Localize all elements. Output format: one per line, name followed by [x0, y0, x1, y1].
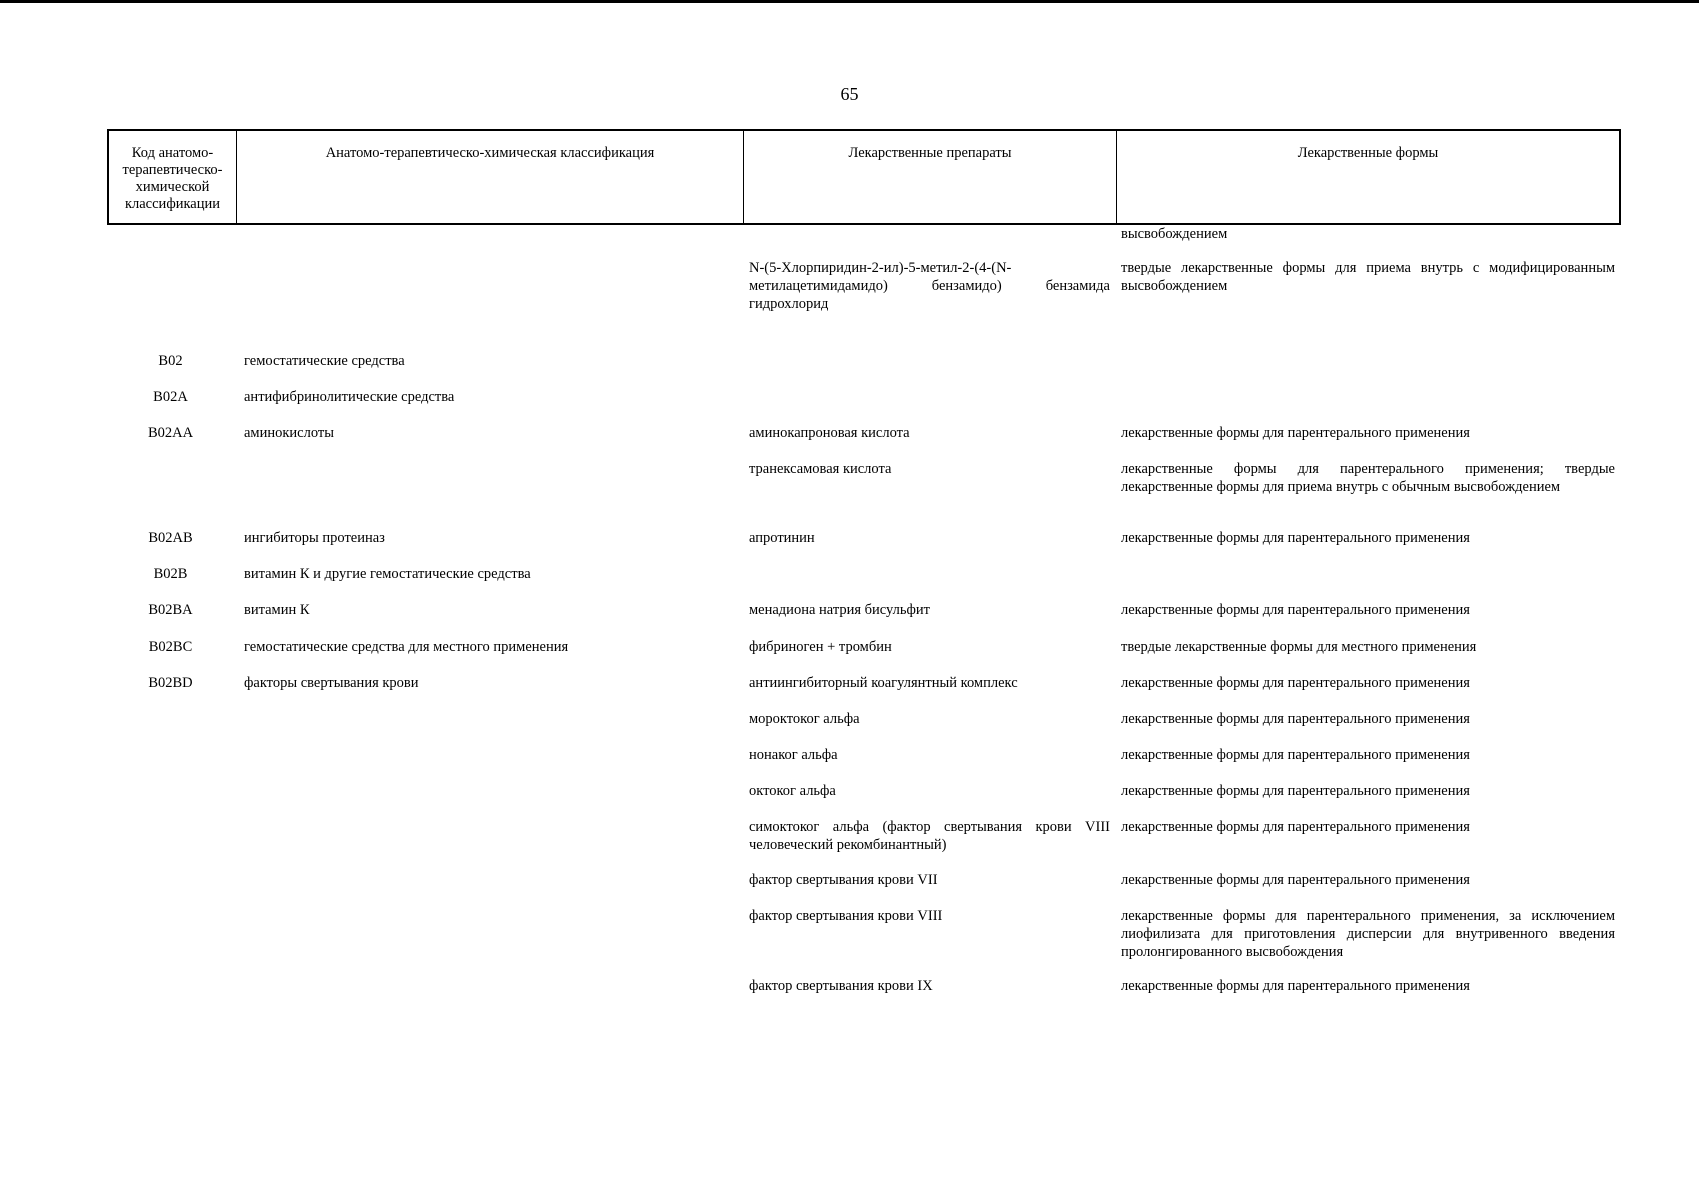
row-form: твердые лекарственные формы для приема внутрь с модифицированным высвобождением [1121, 260, 1615, 294]
table-row [107, 565, 1621, 583]
table-row [107, 818, 1621, 854]
row-classification: факторы свертывания крови [244, 675, 419, 691]
row-code: B02AB [148, 530, 193, 546]
row-classification: гемостатические средства для местного применения [244, 639, 569, 655]
row-form: твердые лекарственные формы для местного применения [1121, 639, 1477, 655]
table-row [107, 424, 1621, 442]
row-drug: нонаког альфа [749, 747, 838, 763]
row-form: лекарственные формы для парентерального применения [1121, 819, 1470, 835]
row-form: лекарственные формы для парентерального применения [1121, 530, 1470, 546]
table-row [107, 907, 1621, 961]
page-number: 65 [840, 84, 859, 104]
table-row [107, 388, 1621, 406]
row-form: лекарственные формы для парентерального применения [1121, 978, 1470, 994]
row-drug: октоког альфа [749, 783, 836, 799]
table-row [107, 529, 1621, 547]
row-form: лекарственные формы для парентерального применения [1121, 425, 1470, 441]
row-form: лекарственные формы для парентерального применения [1121, 747, 1470, 763]
row-form: лекарственные формы для парентерального применения, за исключением лиофилизата для приготовления дисперсии для внутривенного введения пролонгированного высвобождения [1121, 908, 1615, 960]
header-drugs: Лекарственные препараты [743, 131, 1116, 223]
row-drug: фактор свертывания крови IX [749, 978, 933, 994]
row-form: лекарственные формы для парентерального применения [1121, 602, 1470, 618]
row-classification: антифибринолитические средства [244, 389, 455, 405]
row-code: B02B [153, 566, 188, 582]
row-code: B02BD [148, 675, 193, 691]
header-code: Код анатомо-терапевтическо-химической классификации [122, 145, 223, 212]
row-drug: N-(5-Хлорпиридин-2-ил)-5-метил-2-(4-(N-метилацетимидамидо) бензамидо) бензамида гидрохлорид [749, 260, 1110, 312]
row-drug: фактор свертывания крови VII [749, 872, 938, 888]
row-drug: фактор свертывания крови VIII [749, 908, 943, 924]
row-drug: аминокапроновая кислота [749, 425, 910, 441]
row-drug: менадиона натрия бисульфит [749, 602, 930, 618]
table-row [107, 710, 1621, 728]
row-form: лекарственные формы для парентерального применения [1121, 872, 1470, 888]
row-form: лекарственные формы для парентерального применения; твердые лекарственные формы для приема внутрь с обычным высвобождением [1121, 461, 1615, 495]
row-drug: апротинин [749, 530, 815, 546]
header-classification: Анатомо-терапевтическо-химическая классификация [236, 131, 743, 223]
table-header [107, 129, 1621, 225]
row-code: B02BC [148, 639, 193, 655]
row-code: B02A [153, 389, 188, 405]
top-border-line [0, 0, 1699, 3]
table-row [107, 638, 1621, 656]
table-row [107, 352, 1621, 370]
table-row [107, 746, 1621, 764]
row-classification: витамин К [244, 602, 310, 618]
row-drug: мороктоког альфа [749, 711, 860, 727]
table-row [107, 460, 1621, 496]
row-drug: симоктоког альфа (фактор свертывания крови VIII человеческий рекомбинантный) [749, 819, 1110, 853]
row-classification: витамин К и другие гемостатические средства [244, 566, 531, 582]
row-classification: ингибиторы протеиназ [244, 530, 385, 546]
row-form: лекарственные формы для парентерального применения [1121, 711, 1470, 727]
row-form: лекарственные формы для парентерального применения [1121, 675, 1470, 691]
row-code: B02 [158, 353, 183, 369]
table-row [107, 225, 1621, 243]
row-code: B02AA [147, 425, 194, 441]
row-classification: аминокислоты [244, 425, 334, 441]
table-row [107, 259, 1621, 313]
header-forms: Лекарственные формы [1116, 131, 1619, 223]
row-drug: фибриноген + тромбин [749, 639, 892, 655]
row-classification: гемостатические средства [244, 353, 405, 369]
row-form: высвобождением [1121, 226, 1228, 242]
table-row [107, 601, 1621, 619]
table-row [107, 871, 1621, 889]
table-row [107, 782, 1621, 800]
row-form: лекарственные формы для парентерального применения [1121, 783, 1470, 799]
row-drug: транексамовая кислота [749, 461, 892, 477]
row-drug: антиингибиторный коагулянтный комплекс [749, 675, 1018, 691]
table-row [107, 977, 1621, 995]
row-code: B02BA [148, 602, 193, 618]
table-row [107, 674, 1621, 692]
